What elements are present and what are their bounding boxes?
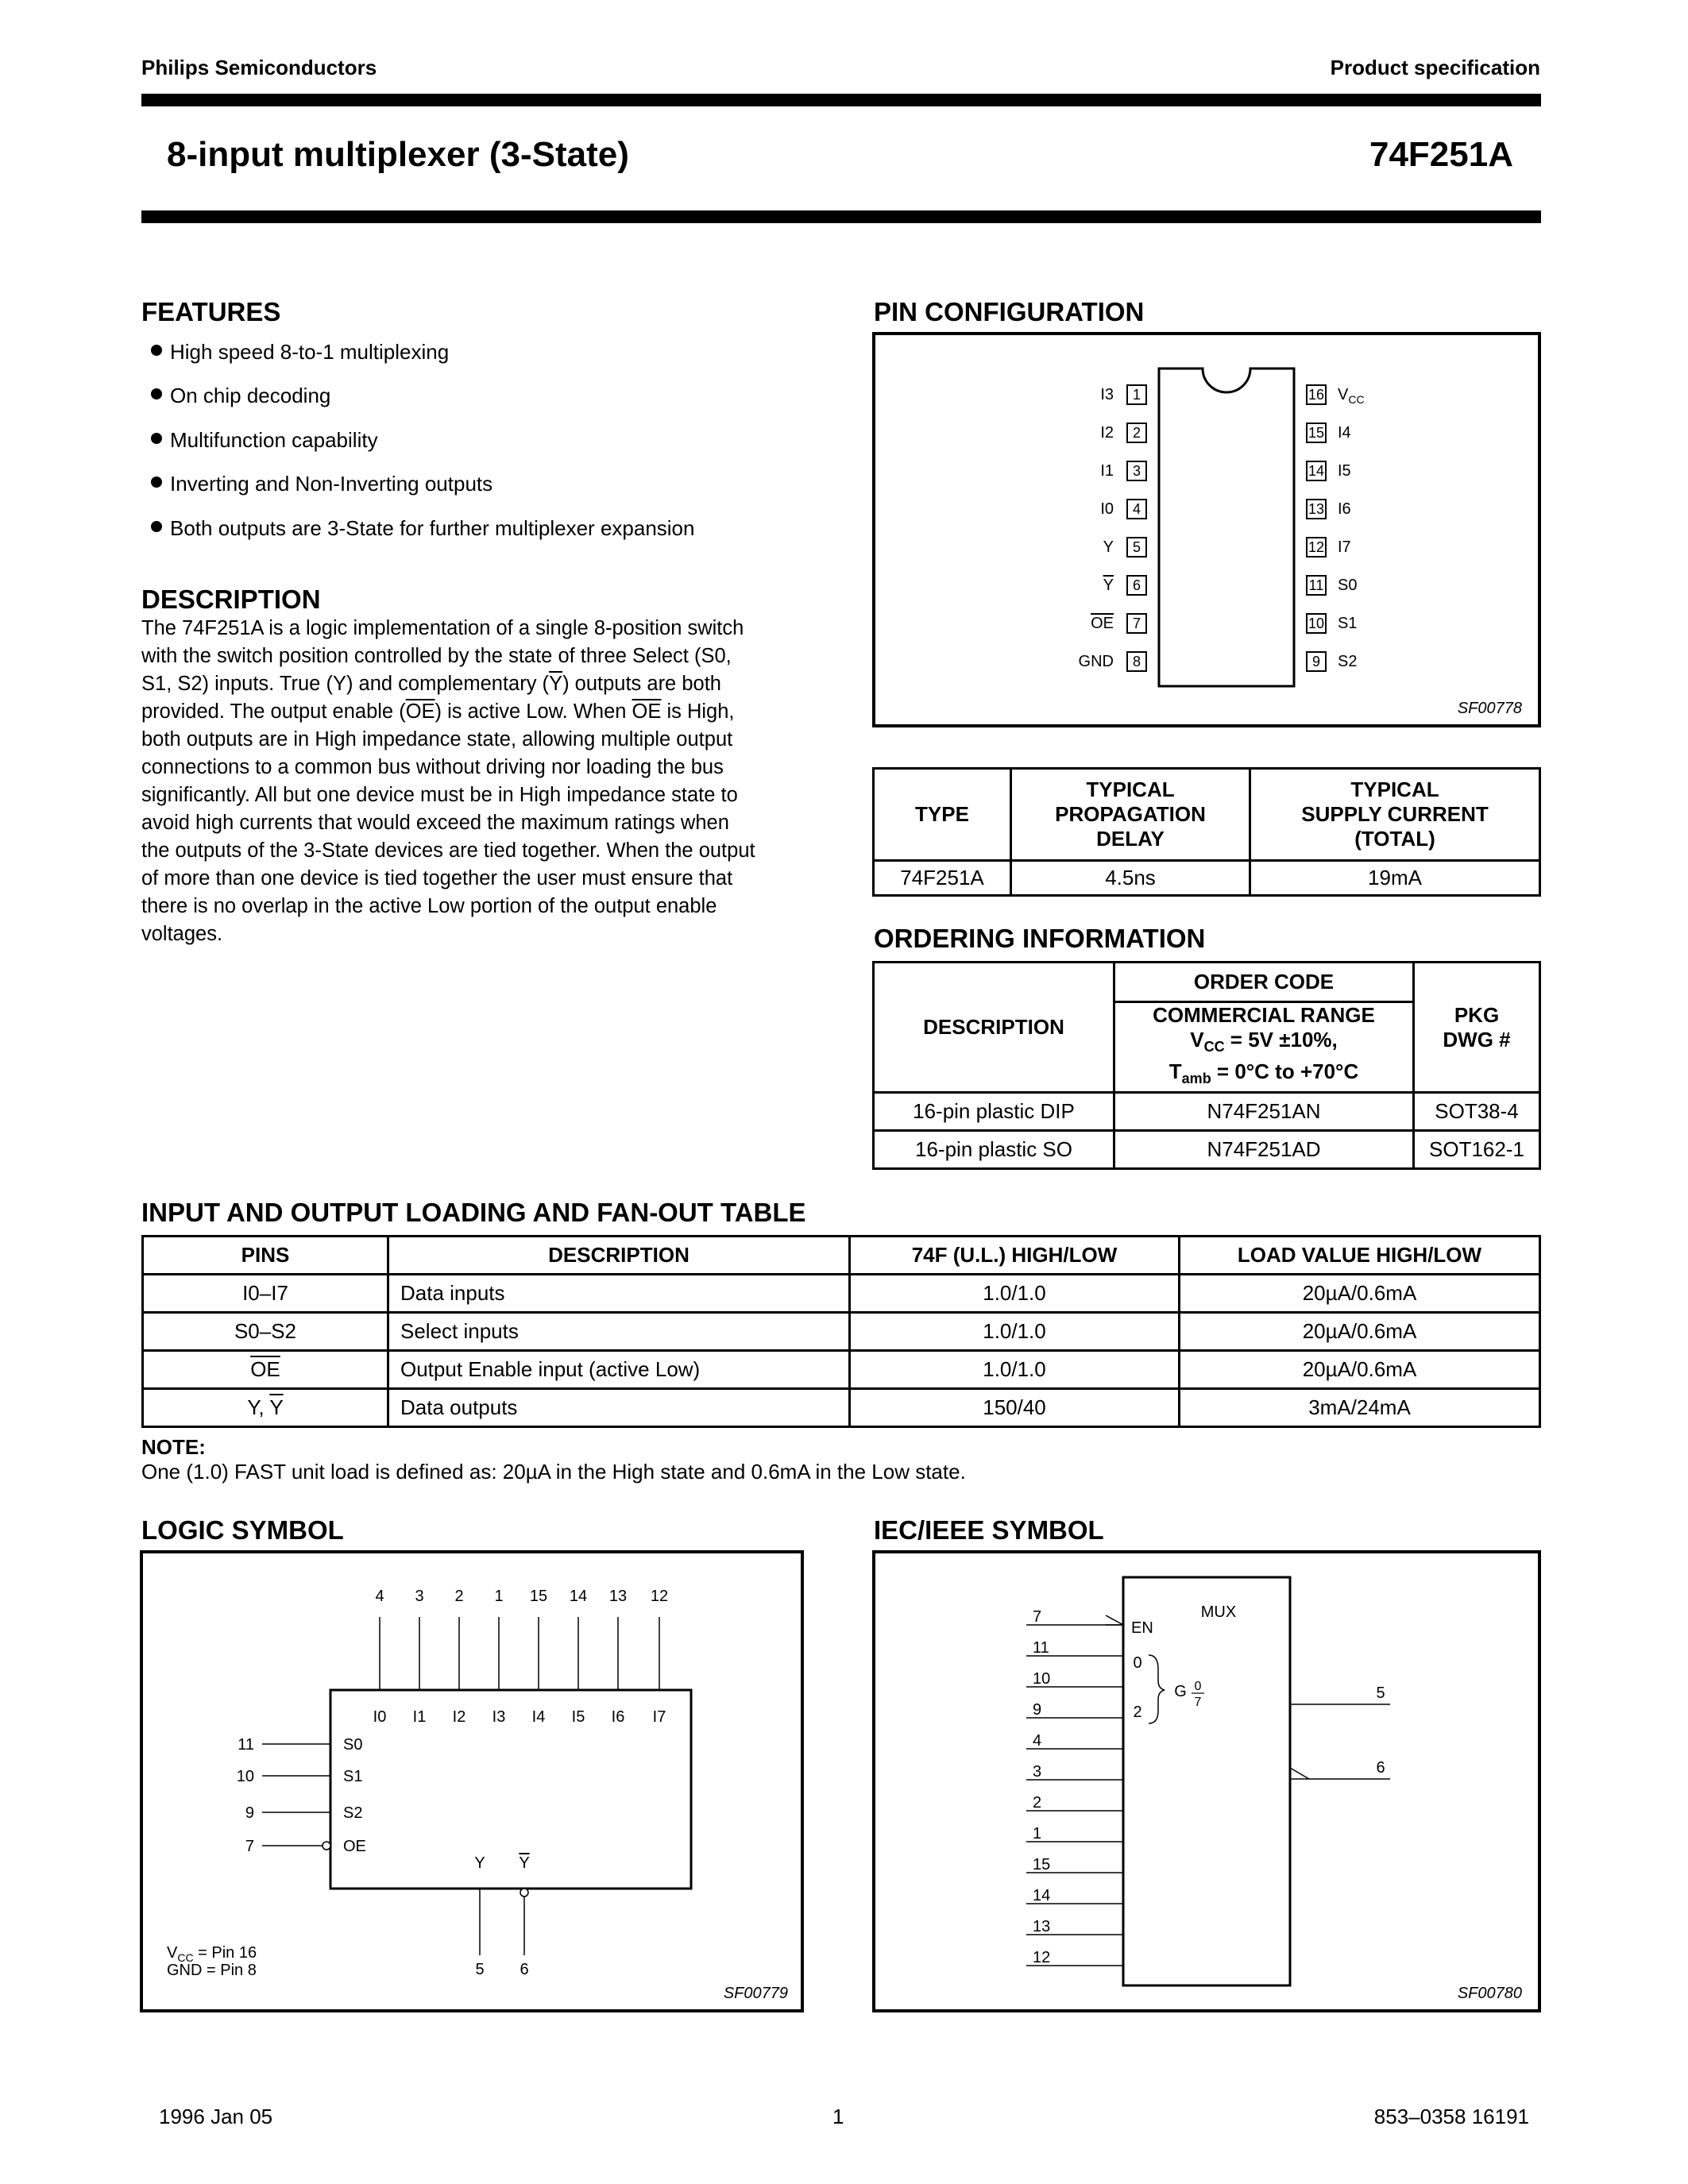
pin-number: 5 bbox=[475, 1961, 485, 1978]
loading-header-ul: 74F (U.L.) HIGH/LOW bbox=[850, 1237, 1180, 1275]
note-heading: NOTE: bbox=[141, 1435, 206, 1459]
mux-label: MUX bbox=[1200, 1603, 1237, 1621]
output-label: Y bbox=[474, 1854, 485, 1872]
control-label: S1 bbox=[343, 1768, 363, 1785]
g-range: 0 bbox=[1194, 1680, 1202, 1693]
table-row-pins: Y, $\overline{Y}$ bbox=[143, 1389, 388, 1427]
pin-number: 9 bbox=[1033, 1701, 1042, 1719]
pin-number: 10 bbox=[1306, 613, 1327, 634]
select-brace bbox=[1149, 1655, 1165, 1723]
pin-number: 7 bbox=[1126, 613, 1147, 634]
pin-number: 2 bbox=[454, 1588, 464, 1605]
table-row-desc: Data inputs bbox=[388, 1275, 850, 1313]
pin-number: 2 bbox=[1126, 423, 1147, 443]
negation-indicator bbox=[1290, 1768, 1309, 1779]
en-label: EN bbox=[1131, 1619, 1153, 1637]
pin-number: 6 bbox=[520, 1961, 529, 1978]
ordering-row-desc: 16-pin plastic SO bbox=[874, 1131, 1114, 1169]
pin-number: 3 bbox=[1033, 1763, 1042, 1781]
feature-item: Multifunction capability bbox=[151, 428, 378, 453]
control-label: S2 bbox=[343, 1804, 363, 1822]
output-label: Y bbox=[519, 1854, 530, 1872]
page-title: 8-input multiplexer (3-State) bbox=[167, 135, 629, 174]
pin-label: S2 bbox=[1338, 653, 1358, 670]
pin-number: 9 bbox=[1306, 651, 1327, 672]
iec-symbol-figure bbox=[872, 1550, 1541, 2012]
pin-number: 15 bbox=[1033, 1856, 1051, 1873]
pin-number: 7 bbox=[245, 1838, 254, 1855]
input-label: I7 bbox=[652, 1708, 666, 1726]
pin-number: 1 bbox=[1126, 384, 1147, 405]
table-row-ul: 1.0/1.0 bbox=[850, 1275, 1180, 1313]
bullet-icon bbox=[151, 521, 162, 532]
pin-number: 12 bbox=[1306, 537, 1327, 558]
footer-code: 853–0358 16191 bbox=[1373, 2105, 1529, 2128]
control-label: S0 bbox=[343, 1736, 363, 1754]
header-rule bbox=[141, 94, 1541, 106]
pin-number: 4 bbox=[375, 1588, 384, 1605]
part-number: 74F251A bbox=[1369, 135, 1513, 174]
loading-heading: INPUT AND OUTPUT LOADING AND FAN-OUT TABLE bbox=[141, 1198, 806, 1227]
table-row-ul: 1.0/1.0 bbox=[850, 1351, 1180, 1389]
table-row-pins: I0–I7 bbox=[143, 1275, 388, 1313]
input-label: I6 bbox=[611, 1708, 625, 1726]
input-label: I1 bbox=[412, 1708, 427, 1726]
pin-config-figure bbox=[872, 332, 1541, 727]
inversion-bubble bbox=[323, 1842, 330, 1850]
pin-label: GND bbox=[1078, 653, 1114, 670]
pin-number: 9 bbox=[245, 1804, 254, 1822]
ordering-table bbox=[872, 961, 1541, 1170]
pin-number: 7 bbox=[1033, 1608, 1042, 1626]
pin-number: 5 bbox=[1126, 537, 1147, 558]
pin-label: S0 bbox=[1338, 577, 1358, 594]
pin-number: 11 bbox=[1033, 1639, 1049, 1657]
iec-symbol-heading: IEC/IEEE SYMBOL bbox=[874, 1515, 1104, 1545]
loading-header-load: LOAD VALUE HIGH/LOW bbox=[1180, 1237, 1540, 1275]
pin-number: 13 bbox=[1306, 499, 1327, 519]
pin-number: 5 bbox=[1376, 1684, 1385, 1702]
pin-number: 16 bbox=[1306, 384, 1327, 405]
pin-label: I0 bbox=[1100, 500, 1114, 518]
g-label: G bbox=[1174, 1683, 1187, 1700]
pin-label: I4 bbox=[1338, 424, 1351, 442]
iec-symbol-drawing bbox=[875, 1553, 1538, 2009]
header-company: Philips Semiconductors bbox=[141, 56, 377, 79]
table-row-ul: 1.0/1.0 bbox=[850, 1313, 1180, 1351]
pin-number: 4 bbox=[1033, 1732, 1042, 1750]
dip-package-drawing bbox=[875, 335, 1538, 724]
select-label: 0 bbox=[1133, 1654, 1142, 1672]
description-heading: DESCRIPTION bbox=[141, 585, 321, 614]
table-row-load: 20µA/0.6mA bbox=[1180, 1351, 1540, 1389]
delay-header: TYPICAL PROPAGATION DELAY bbox=[1011, 769, 1250, 861]
pin-label: I6 bbox=[1338, 500, 1351, 518]
ordering-row-code: N74F251AN bbox=[1114, 1093, 1414, 1131]
figure-code: SF00779 bbox=[723, 1985, 788, 2002]
ordering-row-pkg: SOT162-1 bbox=[1414, 1131, 1540, 1169]
inversion-bubble bbox=[520, 1889, 528, 1897]
pin-label: S1 bbox=[1338, 615, 1358, 632]
loading-header-pins: PINS bbox=[143, 1237, 388, 1275]
header-doc-type: Product specification bbox=[1330, 56, 1540, 79]
pin-number: 1 bbox=[494, 1588, 504, 1605]
pin-label: $\overline{Y}$ bbox=[1103, 577, 1114, 594]
ordering-desc-header: DESCRIPTION bbox=[874, 963, 1114, 1093]
delay-cell: 4.5ns bbox=[1011, 861, 1250, 896]
ordering-row-desc: 16-pin plastic DIP bbox=[874, 1093, 1114, 1131]
feature-item: Inverting and Non-Inverting outputs bbox=[151, 472, 492, 496]
table-row-pins: $\overline{OE}$ bbox=[143, 1351, 388, 1389]
feature-item: High speed 8-to-1 multiplexing bbox=[151, 340, 449, 365]
pin-number: 14 bbox=[569, 1588, 588, 1605]
order-code-header: ORDER CODE bbox=[1114, 963, 1414, 1002]
pin-number: 10 bbox=[236, 1768, 254, 1785]
pin-label: I5 bbox=[1338, 462, 1351, 480]
ordering-row-pkg: SOT38-4 bbox=[1414, 1093, 1540, 1131]
logic-symbol-figure bbox=[140, 1550, 804, 2012]
input-label: I2 bbox=[452, 1708, 466, 1726]
pin-number: 8 bbox=[1126, 651, 1147, 672]
g-range: 7 bbox=[1194, 1696, 1202, 1709]
pin-number: 15 bbox=[529, 1588, 548, 1605]
table-row-desc: Output Enable input (active Low) bbox=[388, 1351, 850, 1389]
pin-number: 15 bbox=[1306, 423, 1327, 443]
type-header: TYPE bbox=[874, 769, 1011, 861]
pin-number: 3 bbox=[1126, 461, 1147, 481]
pin-number: 13 bbox=[608, 1588, 628, 1605]
pkg-header: PKG DWG # bbox=[1414, 963, 1540, 1093]
figure-code: SF00778 bbox=[1457, 700, 1522, 717]
logic-symbol-heading: LOGIC SYMBOL bbox=[141, 1515, 344, 1545]
control-label: OE bbox=[343, 1838, 366, 1855]
pin-number: 6 bbox=[1376, 1759, 1385, 1777]
ordering-heading: ORDERING INFORMATION bbox=[874, 924, 1206, 953]
pin-label: I3 bbox=[1100, 386, 1114, 403]
pin-label: I1 bbox=[1100, 462, 1114, 480]
logic-symbol-drawing bbox=[143, 1553, 801, 2009]
current-header: TYPICAL SUPPLY CURRENT (TOTAL) bbox=[1250, 769, 1540, 861]
footer-page: 1 bbox=[832, 2105, 844, 2128]
pin-label: I2 bbox=[1100, 424, 1114, 442]
pin-number: 3 bbox=[415, 1588, 424, 1605]
note-text: One (1.0) FAST unit load is defined as: 20µA in the High state and 0.6mA in the Low state. bbox=[141, 1460, 966, 1484]
footer-date: 1996 Jan 05 bbox=[159, 2105, 273, 2128]
pin-number: 14 bbox=[1033, 1887, 1051, 1904]
pin-number: 12 bbox=[1033, 1949, 1051, 1966]
pin-number: 13 bbox=[1033, 1918, 1051, 1935]
bullet-icon bbox=[151, 345, 162, 356]
pin-config-heading: PIN CONFIGURATION bbox=[874, 297, 1145, 326]
pin-number: 1 bbox=[1033, 1825, 1042, 1843]
loading-header-desc: DESCRIPTION bbox=[388, 1237, 850, 1275]
feature-item: On chip decoding bbox=[151, 384, 330, 408]
table-row-desc: Data outputs bbox=[388, 1389, 850, 1427]
commercial-range-header: COMMERCIAL RANGE $V_{CC} = 5V \pm 10\%$, $T_{amb} = 0^\circ C$ to +70°C bbox=[1114, 1002, 1414, 1093]
features-heading: FEATURES bbox=[141, 297, 281, 326]
pin-number: 4 bbox=[1126, 499, 1147, 519]
pin-label: $\overline{OE}$ bbox=[1091, 615, 1114, 632]
type-cell: 74F251A bbox=[874, 861, 1011, 896]
loading-table bbox=[141, 1235, 1541, 1428]
table-row-pins: S0–S2 bbox=[143, 1313, 388, 1351]
pin-label: I7 bbox=[1338, 538, 1351, 556]
input-label: I4 bbox=[531, 1708, 546, 1726]
pin-number: 10 bbox=[1033, 1670, 1051, 1688]
pin-number: 14 bbox=[1306, 461, 1327, 481]
gnd-note: GND = Pin 8 bbox=[167, 1962, 257, 1979]
table-row-desc: Select inputs bbox=[388, 1313, 850, 1351]
select-label: 2 bbox=[1133, 1704, 1142, 1721]
figure-code: SF00780 bbox=[1457, 1985, 1522, 2002]
ordering-row-code: N74F251AD bbox=[1114, 1131, 1414, 1169]
input-label: I5 bbox=[571, 1708, 585, 1726]
bullet-icon bbox=[151, 433, 162, 444]
vcc-note: $V_{CC}$ = Pin 16 bbox=[167, 1944, 257, 1964]
table-row-load: 20µA/0.6mA bbox=[1180, 1275, 1540, 1313]
pin-number: 11 bbox=[1306, 575, 1327, 596]
enable-triangle bbox=[1106, 1615, 1123, 1625]
pin-number: 2 bbox=[1033, 1794, 1042, 1812]
feature-item: Both outputs are 3-State for further multiplexer expansion bbox=[151, 516, 694, 541]
table-row-load: 3mA/24mA bbox=[1180, 1389, 1540, 1427]
current-cell: 19mA bbox=[1250, 861, 1540, 896]
type-table bbox=[872, 767, 1541, 897]
bullet-icon bbox=[151, 477, 162, 488]
description-body: The 74F251A is a logic implementation of a single 8-position switch with the switch position controlled by the state of three Select (S0, S1, S2) inputs. True (Y) and complementary $(\overline{Y})$ outputs are both provided. The output enable $(\overline{OE})$ is active Low. When $\overline{OE}$ is High, both outputs are in High impedance state, allowing multiple output connections to a common bus without driving nor loading the bus significantly. All but one device must be in High impedance state to avoid high currents that would exceed the maximum ratings when the outputs of the 3-State devices are tied together. When the output of more than one device is tied together the user must ensure that there is no overlap in the active Low portion of the output enable voltages. bbox=[141, 617, 755, 945]
pin-number: 11 bbox=[238, 1736, 254, 1754]
pin-number: 6 bbox=[1126, 575, 1147, 596]
table-row-ul: 150/40 bbox=[850, 1389, 1180, 1427]
pin-label: $V_{CC}$ bbox=[1338, 386, 1365, 406]
input-label: I0 bbox=[373, 1708, 387, 1726]
pin-label: Y bbox=[1103, 538, 1114, 556]
bullet-icon bbox=[151, 388, 162, 399]
input-label: I3 bbox=[492, 1708, 506, 1726]
pin-number: 12 bbox=[650, 1588, 669, 1605]
title-rule bbox=[141, 210, 1541, 223]
table-row-load: 20µA/0.6mA bbox=[1180, 1313, 1540, 1351]
